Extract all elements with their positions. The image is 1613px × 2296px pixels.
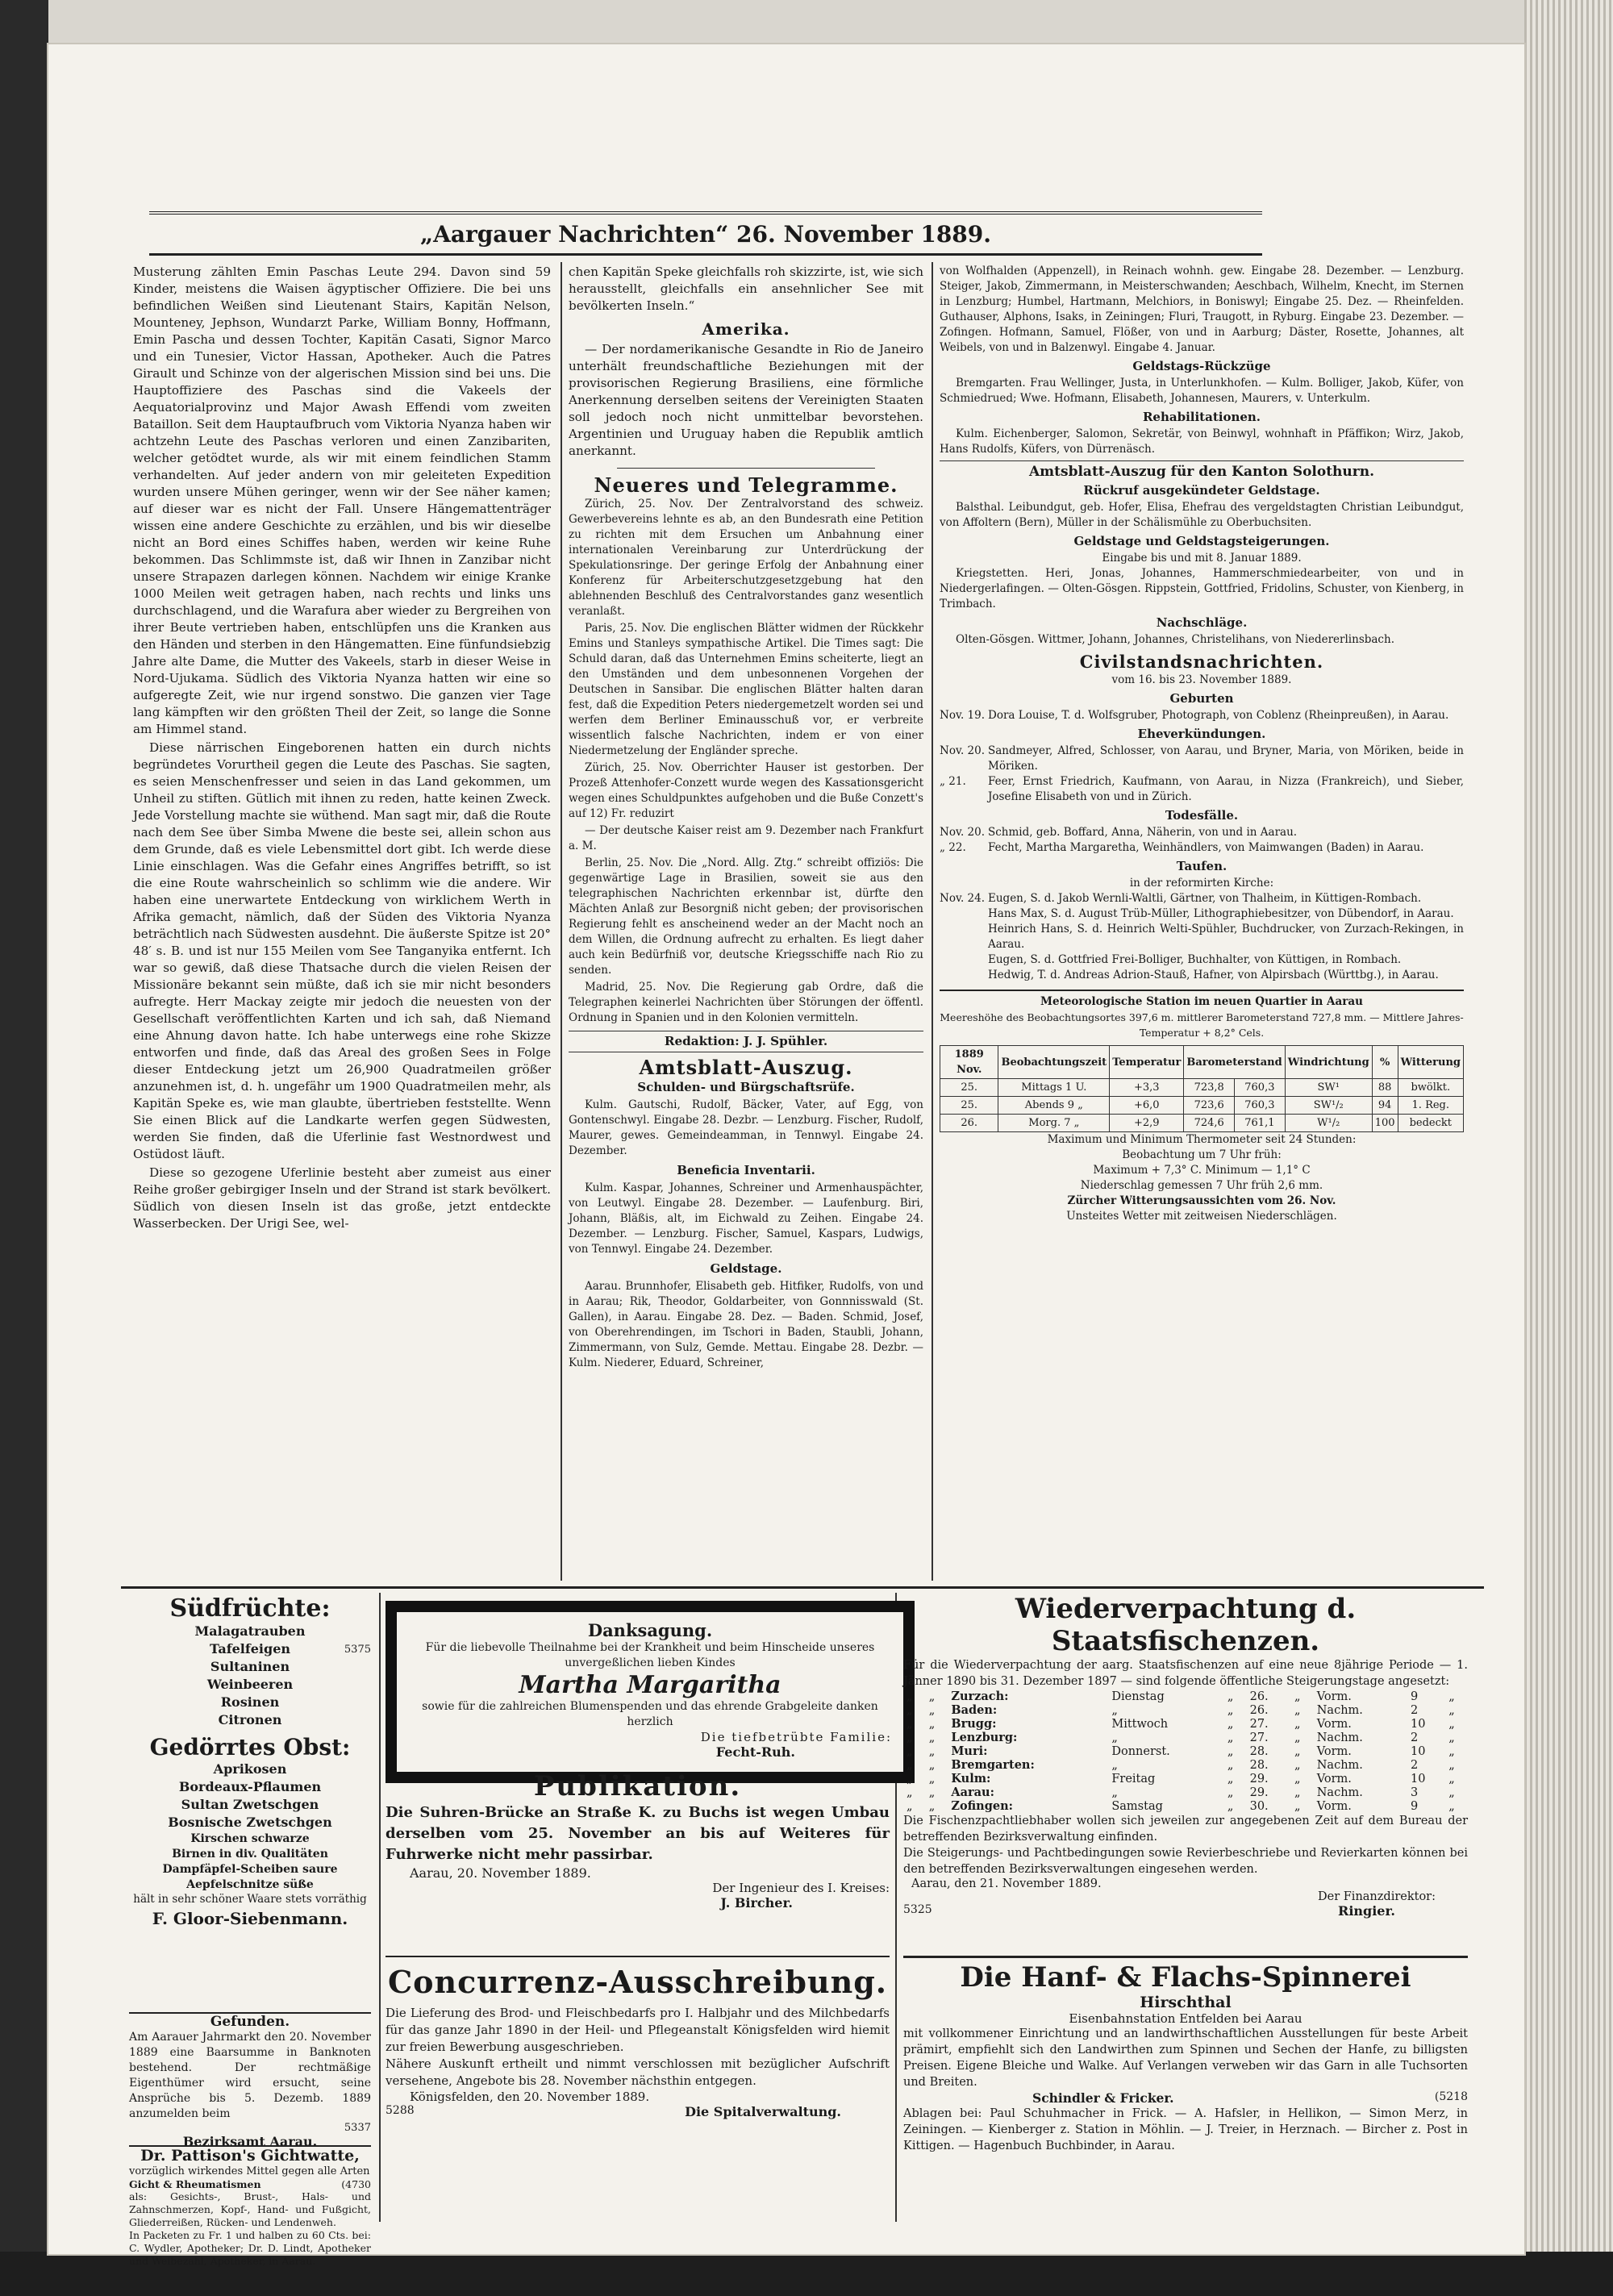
danksagung-signature: Fecht-Ruh. — [715, 1744, 795, 1760]
ads-separator-rule — [121, 1586, 1484, 1589]
taufen-heading: Taufen. — [1176, 859, 1227, 873]
fischenzen-text: Die Fischenzpachtliebhaber wollen sich jeweilen zur angegebenen Zeit auf dem Bureau der betreffenden Bezirksverwaltung einfinden. — [903, 1815, 1468, 1844]
fischenzen-date: Aarau, den 21. November 1889. — [911, 1877, 1102, 1890]
stacked-pages-edge — [1524, 0, 1613, 2296]
column-1 — [133, 264, 551, 1578]
ad-number: 5337 — [344, 2122, 371, 2134]
ad-danksagung — [386, 1601, 915, 1783]
entry-row — [940, 952, 1464, 968]
fischenzen-text: Für die Wiederverpachtung der aarg. Staatsfischenzen auf eine neue 8jährige Periode — 1. Jänner 1890 bis 31. Dezember 1897 — sind folgende öffentliche Steigerungstage angesetzt: — [903, 1659, 1468, 1688]
amerika-heading: Amerika. — [702, 319, 790, 339]
met-header-row — [940, 1046, 1464, 1079]
ad-spinnerei — [903, 1956, 1468, 2248]
rueckruf-heading: Rückruf ausgekündeter Geldstage. — [1083, 483, 1320, 498]
met-col-header: Windrichtung — [1285, 1046, 1372, 1079]
entry-date — [940, 906, 988, 922]
civil-heading: Civilstandsnachrichten. — [1079, 652, 1324, 672]
column-3 — [940, 264, 1464, 1582]
publikation-title: Publikation. — [533, 1770, 742, 1802]
met-col-header: 1889 Nov. — [940, 1046, 998, 1079]
pattison-text: als: Gesichts-, Brust-, Hals- und Zahnschmerzen, Kopf-, Hand- und Fußgicht, Gliederreißen, Rücken- und Lendenweh. — [129, 2190, 371, 2228]
obst-item: Bosnische Zwetschgen — [168, 1815, 332, 1830]
fischenzen-signature: Ringier. — [1338, 1903, 1395, 1919]
schulden-heading: Schulden- und Bürgschaftsrüfe. — [637, 1080, 855, 1094]
geburten-heading: Geburten — [1169, 691, 1234, 706]
spinnerei-signature: Schindler & Fricker. — [1032, 2090, 1174, 2106]
col1-paragraph: Diese so gezogene Uferlinie besteht aber zumeist aus einer Reihe großer gebirgiger Inseln und der Strand ist stark bevölkert. Südlich von diesen Inseln ist das große, jetzt entdeckte Wasserbecken. Der Urigi See, wel- — [133, 1165, 551, 1231]
ad-number: 5288 — [386, 2104, 415, 2117]
pattison-disease: Gicht & Rheumatismen — [129, 2178, 261, 2190]
spinnerei-text: Ablagen bei: Paul Schuhmacher in Frick. — A. Hafsler, in Hellikon, — Simon Merz, in Zeiningen. — Kienberger z. Station in Möhlin. — J. Treier, in Herznach. — Bircher z. Post in Kittigen. — Hagenbuch Buchbinder, in Aarau. — [903, 2107, 1468, 2152]
geldstage-heading: Geldstage. — [710, 1261, 782, 1276]
solothurn-heading: Amtsblatt-Auszug für den Kanton Solothurn. — [940, 460, 1464, 480]
schedule-row: „ „ Zurzach: Dienstag „ 26. „ Vorm. 9 „ — [907, 1690, 1455, 1703]
news-item: Berlin, 25. Nov. Die „Nord. Allg. Ztg.“ schreibt offiziös: Die gegenwärtige Lage in Brasilien, soweit sie aus den telegraphischen Nachrichten erkennbar ist, dürfte den Mächten Anlaß zur Besorgniß nicht geben; der provisorischen Regierung fehlt es anscheinend weder an der Macht noch an dem Willen, die Ordnung aufrecht zu erhalten. Es liegt daher auch kein Bedürfniß vor, deutsche Kriegsschiffe nach Rio zu senden. — [569, 856, 923, 977]
news-item: Paris, 25. Nov. Die englischen Blätter widmen der Rückkehr Emins und Stanleys sympathische Artikel. Die Times sagt: Die Schuld daran, daß das Unternehmen Emins scheiterte, liegt an den Umständen und dem unbesonnenen Vorgehen der Deutschen in Sansibar. Die englischen Blätter halten daran fest, daß die Expedition Peters niedergemetzelt worden sei und werfen dem Berliner Eminausschuß vor, er verbreite wissentlich falsche Nachrichten, indem er von einer Niedermetzelung der Engländer spreche. — [569, 622, 923, 757]
concurrenz-text: Die Lieferung des Brod- und Fleischbedarfs pro I. Halbjahr und des Milchbedarfs für das ganze Jahr 1890 in der Heil- und Pflegeanstalt Königsfelden wird hiemit zur freien Bewerbung ausgeschrieben. — [386, 2006, 890, 2054]
met-footer: Zürcher Witterungsaussichten vom 26. Nov. — [1067, 1194, 1336, 1207]
schedule-row: „ „ Zofingen: Samstag „ 30. „ Vorm. 9 „ — [907, 1799, 1455, 1813]
rueckruf-text: Balsthal. Leibundgut, geb. Hofer, Elisa, Ehefrau des vergeldstagten Christian Leibundgut, von Affoltern (Bern), Müller in der Schälismühle zu Oberbuchsiten. — [940, 501, 1464, 529]
geldst-subheading: Eingabe bis und mit 8. Januar 1889. — [1102, 552, 1302, 565]
met-footer: Maximum + 7,3° C. Minimum — 1,1° C — [1093, 1164, 1311, 1177]
concurrenz-text: Nähere Auskunft ertheilt und nimmt verschlossen mit bezüglicher Aufschrift versehene, Angebote bis 28. November nächsthin entgegen. — [386, 2056, 890, 2088]
danksagung-name: Martha Margaritha — [519, 1671, 781, 1699]
gefunden-title: Gefunden. — [210, 2014, 290, 2030]
fruit-item: Sultaninen — [210, 1659, 290, 1674]
entry-date: Nov. 20. — [940, 744, 986, 757]
ad-suedfruechte — [129, 1594, 371, 2006]
met-row: 25. Abends 9 „ +6,0 723,6 760,3 SW¹/₂ 94 1. Reg. — [940, 1097, 1464, 1115]
suedfruechte-title: Südfrüchte: — [169, 1594, 331, 1623]
schedule-row: „ „ Baden: „ „ 26. „ Nachm. 2 „ — [907, 1703, 1455, 1717]
met-footer: Beobachtung um 7 Uhr früh: — [1122, 1148, 1282, 1161]
fruit-item: Citronen — [218, 1712, 282, 1727]
entry-row — [940, 708, 1464, 723]
section-divider — [617, 468, 875, 469]
vendor-name: F. Gloor-Siebenmann. — [152, 1909, 348, 1928]
fischenzen-text: Die Steigerungs- und Pachtbedingungen sowie Revierbeschriebe und Revierkarten können bei den betreffenden Bezirksverwaltungen eingesehen werden. — [903, 1847, 1468, 1876]
geldst-text: Kriegstetten. Heri, Jonas, Johannes, Hammerschmiedearbeiter, von und in Niedergerlafingen. — Olten-Gösgen. Rippstein, Gottfried, Fridolins, Schuster, von Kienberg, in Trimbach. — [940, 567, 1464, 610]
tod-heading: Todesfälle. — [1165, 808, 1239, 823]
entry-date — [940, 968, 988, 983]
danksagung-signature: Die tiefbetrübte Familie: — [700, 1730, 892, 1744]
obst-item: Bordeaux-Pflaumen — [178, 1779, 322, 1794]
met-row: 25. Mittags 1 U. +3,3 723,8 760,3 SW¹ 88 bwölkt. — [940, 1079, 1464, 1097]
entry-row — [940, 906, 1464, 922]
entry-date — [940, 952, 988, 968]
fruit-item: Weinbeeren — [206, 1677, 294, 1692]
taufen-subheading: in der reformirten Kirche: — [1129, 877, 1274, 890]
nachschl-heading: Nachschläge. — [1156, 615, 1248, 630]
ad-number: 5325 — [903, 1903, 932, 1916]
benef-text: Kulm. Kaspar, Johannes, Schreiner und Armenhauspächter, von Leutwyl. Eingabe 28. Dezember. — Laufenburg. Biri, Johann, Bläßis, alt, im Eichwald zu Zeihen. Eingabe 24. Dezember. — Lenzburg. Fischer, Samuel, Kaspars, Ludwigs, von Tennwyl. Eingabe 24. Dezember. — [569, 1181, 923, 1256]
schedule-row: „ „ Bremgarten: „ „ 28. „ Nachm. 2 „ — [907, 1758, 1455, 1772]
adjacent-page-edge — [0, 0, 48, 2296]
pattison-text: In Packeten zu Fr. 1 und halben zu 60 Cts. bei: C. Wydler, Apotheker; Dr. D. Lindt, Apotheker und Weibezahl, Apotheker, in Aarau. — [129, 2229, 371, 2267]
entry-date — [940, 922, 988, 952]
spinnerei-subtitle: Hirschthal — [1140, 1994, 1232, 2011]
col1-paragraph: Diese närrischen Eingeborenen hatten ein durch nichts begründetes Vorurtheil gegen die Leute des Paschas. Sie sagten, es seien Menschenfresser und seien in das Land gekommen, um Unheil zu stiften. Gütlich mit ihnen zu reden, hatte keinen Zweck. Jede Vorstellung machte sie wüthend. Man sagt mir, daß die Route nach dem See über Simba Mwene die beste sei, allein schon aus dem Grunde, daß es viele Lebensmittel dort gibt. Ich werde diese Linie einschlagen. Was die Gefahr eines Angriffes betrifft, so ist die eine Route wahrscheinlich so schlimm wie die andere. Wir haben eine unerwartete Entdeckung von wirklichem Werth in Afrika gemacht, nämlich, daß der Süden des Viktoria Nyanza beträchtlich nach Südwesten ausdehnt. Die äußerste Spitze ist 20° 48′ s. B. und ist nur 155 Meilen vom See Tanganyika entfernt. Ich war so gewiß, daß diese Thatsache durch die vielen Reisen der Missionäre bekannt sein müßte, daß ich sie mir nicht besonders aufregte. Herr Mackay zeigte mir jedoch die neuesten von der Gesellschaft veröffentlichten Karten und ich sah, daß Niemand eine Ahnung davon hatte. Ich habe unterwegs eine rohe Skizze entworfen und finde, daß das Areal des großen Sees in Folge dieser Entdeckung jetzt um 26,900 Quadratmeilen größer anzunehmen ist, d. h. ungefähr um 1900 Quadratmeilen mehr, als Kapitän Speke es, wie man glaubte, übertrieben feststellte. Wenn Sie einen Blick auf die Landkarte werfen gegen Südwesten, werden Sie finden, daß die Uferlinie fast Westnordwest und Ostüdost läuft. — [133, 740, 551, 1161]
obst-item: Aprikosen — [213, 1761, 287, 1777]
ad-number: 5375 — [344, 1644, 371, 1656]
ad-publikation — [386, 1770, 890, 1957]
newspaper-page — [48, 44, 1524, 2267]
ads-rule-1 — [379, 1593, 381, 2222]
column-rule-2 — [932, 262, 933, 1581]
met-row: 26. Morg. 7 „ +2,9 724,6 761,1 W¹/₂ 100 bedeckt — [940, 1115, 1464, 1132]
entry-text: Hedwig, T. d. Andreas Adrion-Stauß, Hafner, von Alpirsbach (Württbg.), in Aarau. — [988, 969, 1439, 981]
entry-text: Schmid, geb. Boffard, Anna, Näherin, von und in Aarau. — [988, 826, 1298, 839]
fruit-item: Rosinen — [220, 1694, 280, 1710]
entry-row — [940, 744, 1464, 774]
fischenzen-title: Wiederverpachtung d. Staatsfischenzen. — [1015, 1593, 1357, 1657]
fischenzen-signature: Der Finanzdirektor: — [1318, 1890, 1436, 1903]
nachschl-text: Olten-Gösgen. Wittmer, Johann, Johannes, Christelihans, von Niedererlinsbach. — [956, 633, 1394, 646]
entry-row — [940, 891, 1464, 906]
rehab-heading: Rehabilitationen. — [1142, 410, 1261, 424]
page-header-title: „Aargauer Nachrichten“ 26. November 1889. — [419, 220, 992, 248]
rueckzuege-text: Bremgarten. Frau Wellinger, Justa, in Unterlunkhofen. — Kulm. Bolliger, Jakob, Küfer, von Schmiedrued; Wwe. Hofmann, Elisabeth, Johannesen, Maurers, v. Unterkulm. — [940, 377, 1464, 405]
col3-intro: von Wolfhalden (Appenzell), in Reinach wohnh. gew. Eingabe 28. Dezember. — Lenzburg. Steiger, Jakob, Zimmermann, in Meisterschwanden; Aeschbach, Wilhelm, Knecht, im Sternen in Lenzburg; Humbel, Hartmann, Melchiors, in Boniswyl; Eingabe 25. Dez. — Rheinfelden. Guthauser, Alphons, Isaks, in Zeiningen; Fluri, Traugott, in Ryburg. Eingabe 23. Dezember. — Zofingen. Hofmann, Samuel, Flößer, von und in Aarburg; Däster, Rosette, Johannes, alt Weibels, von und in Balzenwyl. Eingabe 4. Januar. — [940, 265, 1464, 354]
entry-date: „ 22. — [940, 841, 966, 854]
danksagung-text: sowie für die zahlreichen Blumenspenden und das ehrende Grabgeleite danken herzlich — [422, 1700, 878, 1728]
amtsblatt-heading: Amtsblatt-Auszug. — [639, 1056, 853, 1079]
publikation-date: Aarau, 20. November 1889. — [410, 1865, 591, 1881]
publikation-text: Die Suhren-Brücke an Straße K. zu Buchs ist wegen Umbau derselben vom 25. November an bis auf Weiteres für Fuhrwerke nicht mehr passirbar. — [386, 1804, 890, 1863]
ad-concurrenz — [386, 1964, 890, 2238]
met-col-header: Witterung — [1398, 1046, 1463, 1079]
met-footer: Niederschlag gemessen 7 Uhr früh 2,6 mm. — [1080, 1179, 1323, 1192]
entry-text: Dora Louise, T. d. Wolfsgruber, Photograph, von Coblenz (Rheinpreußen), in Aarau. — [988, 709, 1449, 722]
publikation-signature: Der Ingenieur des I. Kreises: — [712, 1881, 890, 1895]
concurrenz-date: Königsfelden, den 20. November 1889. — [410, 2090, 650, 2104]
entry-row — [940, 922, 1464, 952]
danksagung-text: Für die liebevolle Theilnahme bei der Krankheit und beim Hinscheide unseres unvergeßlichen lieben Kindes — [425, 1641, 875, 1669]
publikation-signature: J. Bircher. — [720, 1895, 793, 1911]
page-header — [149, 211, 1262, 256]
ad-number: (5218 — [1434, 2090, 1468, 2103]
ehe-heading: Eheverkündungen. — [1137, 727, 1266, 741]
met-heading: Meteorologische Station im neuen Quartier in Aarau — [940, 990, 1464, 1010]
entry-text: Sandmeyer, Alfred, Schlosser, von Aarau, und Bryner, Maria, von Möriken, beide in Möriken. — [988, 744, 1464, 773]
gefunden-text: Am Aarauer Jahrmarkt den 20. November 1889 eine Baarsumme in Banknoten bestehend. Der rechtmäßige Eigenthümer wird ersucht, seine Ansprüche bis 5. Dezemb. 1889 anzumelden beim — [129, 2031, 371, 2120]
entry-date: „ 21. — [940, 775, 966, 788]
schedule-row: „ „ Muri: Donnerst. „ 28. „ Vorm. 10 „ — [907, 1744, 1455, 1758]
met-footer: Unsteites Wetter mit zeitweisen Niederschlägen. — [1066, 1210, 1337, 1223]
geldst-heading: Geldstage und Geldstagsteigerungen. — [1073, 534, 1330, 548]
met-col-header: % — [1372, 1046, 1398, 1079]
pattison-text: vorzüglich wirkendes Mittel gegen alle Arten — [129, 2165, 370, 2177]
entry-date: Nov. 20. — [940, 826, 986, 839]
entry-text: Eugen, S. d. Gottfried Frei-Bolliger, Buchhalter, von Küttigen, in Rombach. — [988, 953, 1402, 966]
rehab-text: Kulm. Eichenberger, Salomon, Sekretär, von Beinwyl, wohnhaft in Pfäffikon; Wirz, Jakob, Hans Rudolfs, Küfers, von Dürrenäsch. — [940, 427, 1464, 456]
met-footer: Maximum und Minimum Thermometer seit 24 Stunden: — [1047, 1133, 1357, 1146]
obst-text: Kirschen schwarze Birnen in div. Qualitäten Dampfäpfel-Scheiben saure Aepfelschnitze süße — [162, 1832, 338, 1891]
entry-text: Fecht, Martha Margaretha, Weinhändlers, von Maimwangen (Baden) in Aarau. — [988, 841, 1424, 854]
benef-heading: Beneficia Inventarii. — [677, 1163, 815, 1177]
news-item: Madrid, 25. Nov. Die Regierung gab Ordre, daß die Telegraphen keinerlei Nachrichten über Störungen der öffentl. Ordnung in Spanien und in den Kolonien vermitteln. — [569, 981, 923, 1024]
met-subheading: Meereshöhe des Beobachtungsortes 397,6 m. mittlerer Barometerstand 727,8 mm. — Mittlere Jahres-Temperatur + 8,2° Cels. — [940, 1011, 1464, 1039]
entry-text: Heinrich Hans, S. d. Heinrich Welti-Spühler, Buchdrucker, von Zurzach-Rekingen, in Aarau. — [988, 923, 1464, 951]
news-heading: Neueres und Telegramme. — [594, 473, 898, 497]
rueckzuege-heading: Geldstags-Rückzüge — [1132, 359, 1271, 373]
entry-date: Nov. 19. — [940, 709, 986, 722]
schedule-row: „ „ Kulm: Freitag „ 29. „ Vorm. 10 „ — [907, 1772, 1455, 1786]
gefunden-signature: Bezirksamt Aarau. — [182, 2134, 318, 2149]
entry-text: Hans Max, S. d. August Trüb-Müller, Lithographiebesitzer, von Dübendorf, in Aarau. — [988, 907, 1454, 920]
obst-item: Sultan Zwetschgen — [181, 1797, 319, 1812]
entry-row — [940, 774, 1464, 805]
danksagung-title: Danksagung. — [587, 1620, 713, 1640]
entry-date: Nov. 24. — [940, 892, 986, 905]
ad-fischenzen — [903, 1593, 1468, 1948]
amerika-text: — Der nordamerikanische Gesandte in Rio de Janeiro unterhält freundschaftliche Beziehungen mit der provisorischen Regierung Brasiliens, eine förmliche Anerkennung derselben seitens der Vereinigten Staaten soll jedoch noch nicht unmittelbar bevorstehen. Argentinien und Uruguay haben die Republik amtlich anerkannt. — [569, 342, 923, 458]
news-item: — Der deutsche Kaiser reist am 9. Dezember nach Frankfurt a. M. — [569, 824, 923, 852]
obst-title: Gedörrtes Obst: — [149, 1734, 351, 1761]
col1-paragraph: Musterung zählten Emin Paschas Leute 294. Davon sind 59 Kinder, meistens die Waisen ägyptischer Offiziere. Die bei uns befindlichen Weißen sind Lieutenant Stairs, Kapitän Nelson, Mounteney, Jephson, Wundarzt Parke, William Bonny, Hoffmann, Emin Pascha und dessen Tochter, Kapitän Casati, Signor Marco und ein Tunesier, Victor Hassan, Apotheker. Auch die Patres Girault und Schinze von der algerischen Mission sind bei uns. Die Hauptoffiziere des Paschas sind die Vakeels der Aequatorialprovinz und Major Awash Effendi vom zweiten Bataillon. Seit dem Hauptaufbruch vom Viktoria Nyanza haben wir achtzehn Leute des Paschas verloren und einen Zanzibariten, welcher getödtet wurde, als wir mit einem feindlichen Stamm verhandelten. Auf jeder andern von mir geleiteten Expedition wurden unsere Mühen geringer, wenn wir der See näher kamen; auf dieser war es nicht der Fall. Unsere Hängemattenträger wissen eine andere Geschichte zu erzählen, und bis wir dieselbe nicht an Bord eines Schiffes haben, werden wir keine Ruhe bekommen. Das Schlimmste ist, daß wir Ihnen in Zanzibar nicht unsere Strapazen darlegen können. Nachdem wir einige Kranke 1000 Meilen weit getragen haben, nach rechts und links uns durchschlagend, und die Warafura aber wieder zu Bergreihen von ihrer Beute vertrieben haben, entschlüpfen uns die Kranken aus den Händen und sterben in den Hängematten. Eine fünfundsiebzig Jahre alte Dame, die Mutter des Vakeels, starb in dieser Weise in Nord-Ujukama. Südlich des Viktoria Nyanza hatten wir eine so aufgeregte Zeit, wie nur irgend sonstwo. Die ganzen vier Tage lang kämpften wir den größten Theil der Zeit, so lange die Sonne am Himmel stand. — [133, 265, 551, 736]
spinnerei-subtitle: Eisenbahnstation Entfelden bei Aarau — [1069, 2011, 1302, 2026]
met-table — [940, 1045, 1464, 1132]
schedule-row: „ „ Lenzburg: „ „ 27. „ Nachm. 2 „ — [907, 1731, 1455, 1744]
spinnerei-text: mit vollkommener Einrichtung und an landwirthschaftlichen Ausstellungen für beste Arbeit prämirt, empfiehlt sich den Landwirthen zum Spinnen und Sechen der Hanfe, zu billigsten Preisen. Eigene Bleiche und Walke. Auf Verlangen verweben wir das Garn in alle Tuchsorten und Breiten. — [903, 2027, 1468, 2089]
fruit-item: Malagatrauben — [194, 1623, 306, 1639]
concurrenz-title: Concurrenz-Ausschreibung. — [387, 1964, 888, 2000]
entry-row — [940, 825, 1464, 840]
schulden-text: Kulm. Gautschi, Rudolf, Bäcker, Vater, auf Egg, von Gontenschwyl. Eingabe 28. Dezbr. — Lenzburg. Fischer, Rudolf, Maurer, gewes. Gemeindeamman, in Tennwyl. Eingabe 24. Dezember. — [569, 1098, 923, 1157]
civil-subheading: vom 16. bis 23. November 1889. — [1111, 673, 1292, 686]
fischenzen-schedule — [903, 1690, 1468, 1813]
ad-gefunden — [129, 2012, 371, 2149]
met-col-header: Temperatur — [1110, 1046, 1184, 1079]
pattison-title: Dr. Pattison's Gichtwatte, — [140, 2147, 360, 2165]
schedule-row: „ „ Brugg: Mittwoch „ 27. „ Vorm. 10 „ — [907, 1717, 1455, 1731]
schedule-row: „ „ Aarau: „ „ 29. „ Nachm. 3 „ — [907, 1786, 1455, 1799]
met-col-header: Barometerstand — [1184, 1046, 1285, 1079]
entry-row — [940, 840, 1464, 856]
fruit-item: Tafelfeigen — [209, 1641, 291, 1656]
redaktion-line: Redaktion: J. J. Spühler. — [569, 1031, 923, 1052]
news-item: Zürich, 25. Nov. Der Zentralvorstand des schweiz. Gewerbevereins lehnte es ab, an den Bundesrath eine Petition zu richten mit dem Ersuchen um Anbahnung einer internationalen Vereinbarung zur Unterdrückung der Spekulationsringe. Der geringe Erfolg der Anbahnung einer Konferenz für Arbeiterschutzgesetzgebung hat den ablehnenden Beschluß des Centralvorstandes ganz wesentlich veranlaßt. — [569, 498, 923, 618]
column-rule-1 — [561, 262, 562, 1581]
col2-intro: chen Kapitän Speke gleichfalls roh skizzirte, ist, wie sich herausstellt, gleichfalls ein ansehnlicher See mit bevölkerten Inseln.“ — [569, 265, 923, 313]
met-col-header: Beobachtungszeit — [998, 1046, 1110, 1079]
obst-note: hält in sehr schöner Waare stets vorräthig — [133, 1893, 367, 1906]
ad-number: (4730 — [341, 2178, 371, 2190]
news-item: Zürich, 25. Nov. Oberrichter Hauser ist gestorben. Der Prozeß Attenhofer-Conzett wurde wegen des Kassationsgericht wegen eines Schuldpunktes aufgehoben und die Buße Conzett's auf 12) Fr. reduzirt — [569, 761, 923, 820]
entry-text: Feer, Ernst Friedrich, Kaufmann, von Aarau, in Nizza (Frankreich), und Sieber, Josefine Elisabeth von und in Zürich. — [988, 775, 1464, 803]
entry-text: Eugen, S. d. Jakob Wernli-Waltli, Gärtner, von Thalheim, in Küttigen-Rombach. — [988, 892, 1422, 905]
spinnerei-title: Die Hanf- & Flachs-Spinnerei — [960, 1961, 1411, 1994]
entry-row — [940, 968, 1464, 983]
ad-pattison — [129, 2145, 371, 2267]
column-2 — [569, 264, 923, 1578]
geldstage-text: Aarau. Brunnhofer, Elisabeth geb. Hitfiker, Rudolfs, von und in Aarau; Rik, Theodor, Goldarbeiter, von Gonnnisswald (St. Gallen), in Aarau. Eingabe 28. Dez. — Baden. Schmid, Josef, von Oberehrendingen, im Tschori in Baden, Staubli, Johann, Zimmermann, von Sulz, Gemde. Mettau. Eingabe 28. Dezbr. — Kulm. Niederer, Eduard, Schreiner, — [569, 1280, 923, 1369]
concurrenz-signature: Die Spitalverwaltung. — [685, 2104, 841, 2119]
